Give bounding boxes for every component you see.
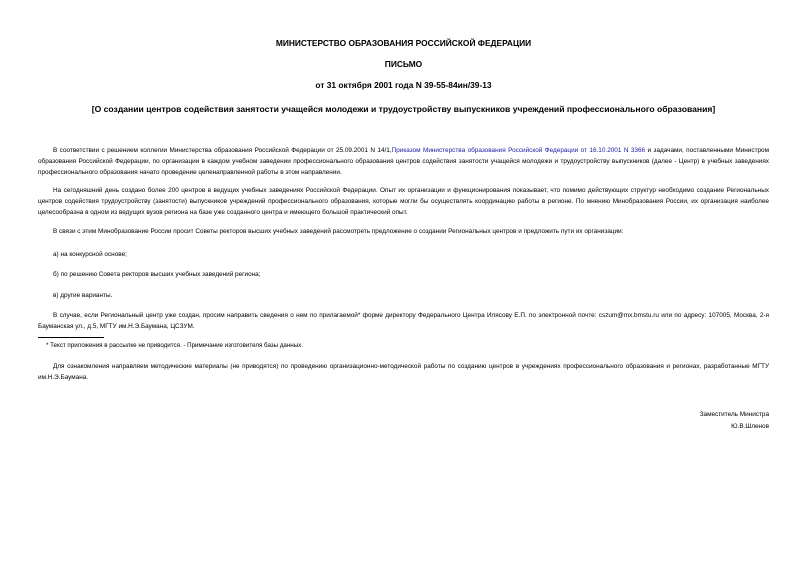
paragraph-1-start: В соответствии с решением коллегии Министерства образования Российской Федерации от 25.09.2001 N 14/1, [53,147,392,154]
paragraph-1 [38,145,769,178]
paragraph-contact: В случае, если Региональный центр уже создан, просим направить сведения о нем по прилагаемой* форме директору Федерального Центра Илясову Е.П. по электронной почте: cszum@mx.bmstu.ru или по адресу: 107005, Москва, 2-я Бауманская ул., д.5, МГТУ им.Н.Э.Баумана, ЦСЗУМ. [38,312,769,330]
option-b: б) по решению Совета ректоров высших учебных заведений региона; [53,271,261,278]
footnote-divider [38,337,104,338]
footnote: * Текст приложения в рассылке не приводится. - Примечание изготовителя базы данных. [46,342,303,349]
paragraph-3: В связи с этим Минобразование России просит Советы ректоров высших учебных заведений рассмотреть предложение о создании Региональных центров и предложить пути их организации: [53,228,624,235]
paragraph-2: На сегодняшний день создано более 200 центров в ведущих учебных заведениях Российской Федерации. Опыт их организации и функционирования показывает, что помимо действующих структур необходимо создание Региональных центров содействия трудоустройству (занятости) выпускников учреждений профессионального образования, которые могли бы осуществлять координацию работы в регионе. По мнению Минобразования России, их организация наиболее целесообразна в одном из ведущих вузов региона на базе уже созданного центра и имеющего большой практический опыт. [38,187,769,216]
option-c: в) другие варианты. [53,292,113,299]
signatory-position: Заместитель Министра [699,411,769,418]
document-title: [О создании центров содействия занятости учащейся молодежи и трудоустройству выпускников учреждений профессионального образования] [91,104,716,114]
paragraph-materials: Для ознакомления направляем методические материалы (не приводятся) по проведению организационно-методической работы по созданию центров в учреждениях профессионального образования и регионах, разработанные МГТУ им.Н.Э.Баумана. [38,363,769,381]
ministry-heading: МИНИСТЕРСТВО ОБРАЗОВАНИЯ РОССИЙСКОЙ ФЕДЕРАЦИИ [275,38,532,48]
order-link[interactable]: Приказом Министерства образования Российской Федерации от 16.10.2001 N 3366 [391,147,646,154]
option-a: а) на конкурсной основе; [53,251,127,258]
document-type-heading: ПИСЬМО [384,59,423,69]
document-date-number: от 31 октября 2001 года N 39-55-84ин/39-13 [315,80,492,90]
signatory-name: Ю.В.Шленов [731,423,769,430]
paragraph-1-end: и задачами, поставленными Министром образования Российской Федерации, по организации в каждом учебном заведении профессионального образования центров содействия занятости учащейся молодежи и трудоустройству выпускников (далее - Центр) в учебных заведениях профессионального образования начато проведение целенаправленной работы в этом направлении. [38,147,769,176]
